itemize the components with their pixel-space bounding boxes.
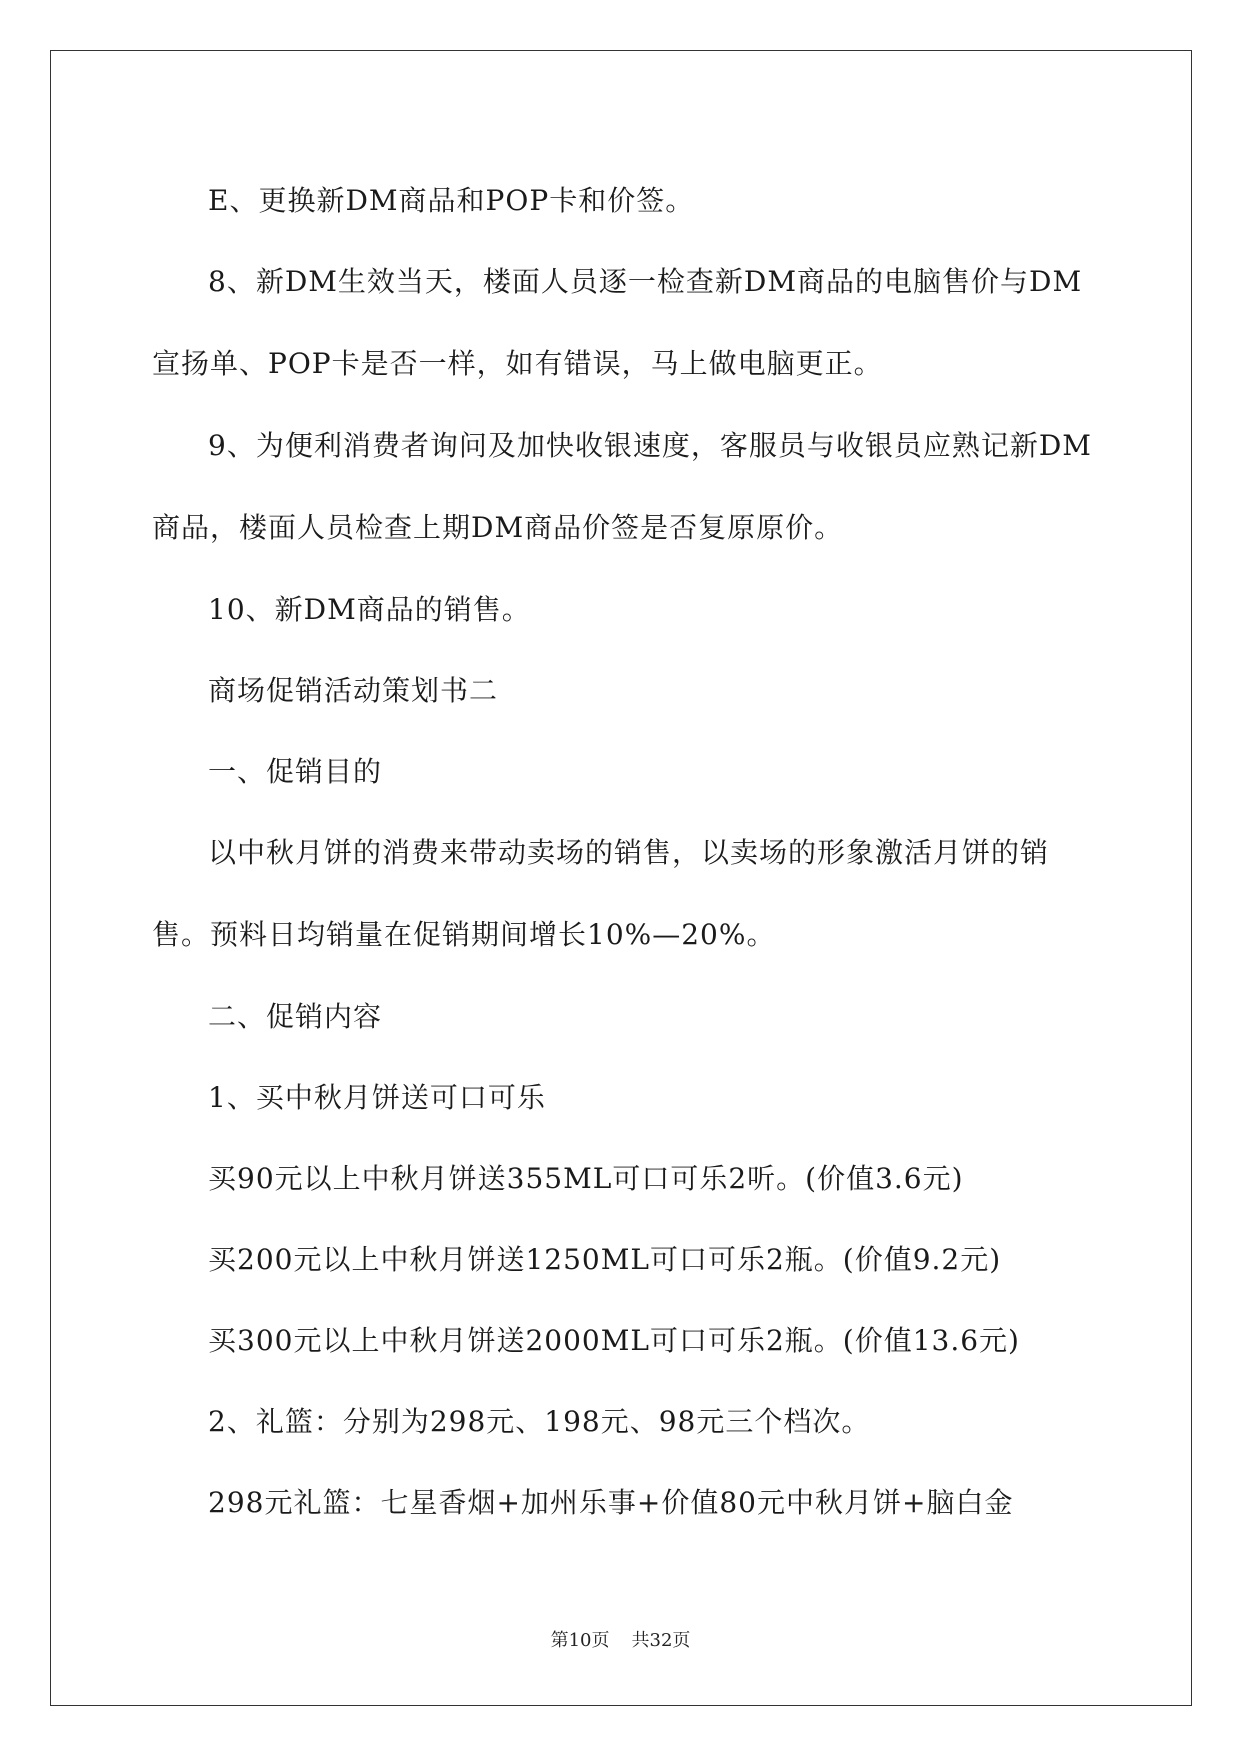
section-title: 商场促销活动策划书二 xyxy=(208,674,499,707)
paragraph-basket-298: 298元礼篮：七星香烟+加州乐事+价值80元中秋月饼+脑白金 xyxy=(208,1486,1014,1519)
paragraph-offer-90: 买90元以上中秋月饼送355ML可口可乐2听。(价值3.6元) xyxy=(208,1162,964,1195)
paragraph-item-8: 8、新DM生效当天，楼面人员逐一检查新DM商品的电脑售价与DM宣扬单、POP卡是否一样，如有错误，马上做电脑更正。 xyxy=(152,265,1083,380)
paragraph-item-9: 9、为便利消费者询问及加快收银速度，客服员与收银员应熟记新DM商品，楼面人员检查上期DM商品价签是否复原原价。 xyxy=(152,429,1092,544)
page-total: 共32页 xyxy=(631,1630,691,1651)
paragraph-offer-200: 买200元以上中秋月饼送1250ML可口可乐2瓶。(价值9.2元) xyxy=(208,1243,1002,1276)
paragraph-item-10: 10、新DM商品的销售。 xyxy=(208,593,531,626)
paragraph-item-1: 1、买中秋月饼送可口可乐 xyxy=(208,1081,546,1114)
paragraph-item-e: E、更换新DM商品和POP卡和价签。 xyxy=(208,184,695,217)
heading-content: 二、促销内容 xyxy=(208,1000,383,1033)
document-body xyxy=(152,160,1092,1543)
page-footer xyxy=(0,1626,1241,1652)
page-number: 第10页 xyxy=(550,1630,610,1651)
paragraph-item-2: 2、礼篮：分别为298元、198元、98元三个档次。 xyxy=(208,1405,871,1438)
paragraph-offer-300: 买300元以上中秋月饼送2000ML可口可乐2瓶。(价值13.6元) xyxy=(208,1324,1020,1357)
heading-purpose: 一、促销目的 xyxy=(208,755,383,788)
paragraph-purpose: 以中秋月饼的消费来带动卖场的销售，以卖场的形象激活月饼的销售。预料日均销量在促销期间增长10%—20%。 xyxy=(152,836,1050,951)
